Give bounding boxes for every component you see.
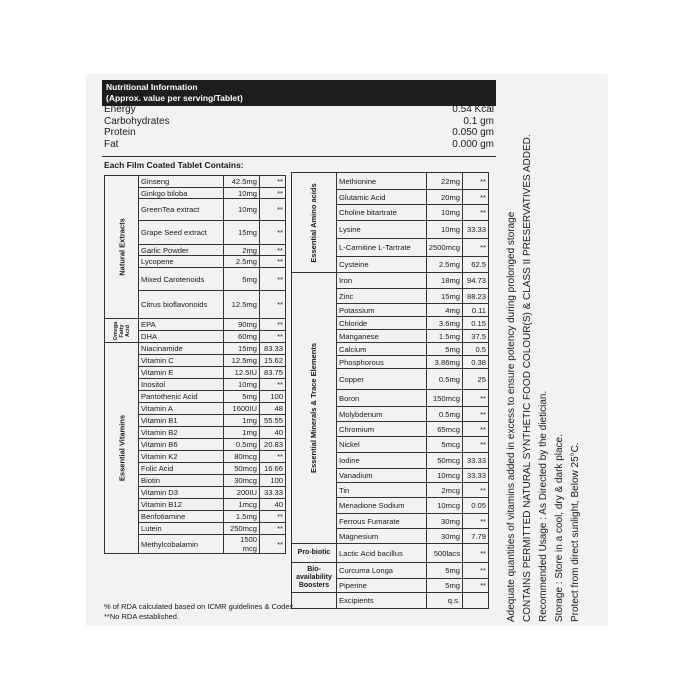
energy-label: Energy	[104, 104, 136, 115]
ingredient-rda: **	[463, 483, 489, 498]
ingredient-quantity: 15mg	[224, 221, 260, 245]
ingredient-quantity: q.s.	[426, 593, 462, 609]
ingredient-quantity: 65mcg	[426, 422, 462, 437]
ingredient-quantity: 10mcg	[426, 498, 462, 514]
ingredient-name: EPA	[139, 319, 224, 331]
ingredient-rda: **	[463, 422, 489, 437]
ingredient-rda: 83.33	[260, 343, 286, 355]
ingredient-name: Vitamin D3	[139, 487, 224, 499]
ingredient-quantity: 30mg	[426, 529, 462, 544]
ingredient-rda: **	[260, 176, 286, 188]
ingredient-quantity: 30mcg	[224, 475, 260, 487]
ingredient-quantity: 0.5mg	[224, 439, 260, 451]
ingredient-quantity: 12.5mg	[224, 291, 260, 319]
ingredient-rda: 7.79	[463, 529, 489, 544]
ingredient-rda: **	[463, 407, 489, 422]
left-ingredients-table	[104, 175, 286, 554]
side-text-line: Recommended Usage : As Directed by the dietician.	[538, 390, 549, 622]
ingredient-quantity: 2mcg	[426, 483, 462, 498]
ingredient-name: Methionine	[337, 173, 427, 190]
ingredient-quantity: 42.5mg	[224, 176, 260, 188]
ingredient-rda: **	[260, 451, 286, 463]
ingredient-name: Phosphorous	[337, 356, 427, 369]
ingredient-rda: 0.15	[463, 317, 489, 330]
group-label: Bio-availability Boosters	[292, 563, 337, 593]
ingredient-row	[292, 273, 489, 289]
ingredient-rda: 0.11	[463, 304, 489, 317]
ingredient-quantity: 3.86mg	[426, 356, 462, 369]
ingredient-quantity: 10mg	[224, 379, 260, 391]
ingredient-quantity: 1mcg	[224, 499, 260, 511]
ingredient-rda: 15.62	[260, 355, 286, 367]
ingredient-quantity: 10mg	[224, 199, 260, 221]
ingredient-quantity: 200IU	[224, 487, 260, 499]
ingredient-quantity: 15mg	[426, 289, 462, 304]
ingredient-rda	[463, 593, 489, 609]
ingredient-name: Zinc	[337, 289, 427, 304]
ingredient-quantity: 500lacs	[426, 544, 462, 563]
ingredient-name: Iron	[337, 273, 427, 289]
ingredient-quantity: 1mg	[224, 427, 260, 439]
ingredient-name: Ginkgo biloba	[139, 188, 224, 199]
ingredient-quantity: 12.5IU	[224, 367, 260, 379]
ingredient-quantity: 10mg	[426, 205, 462, 221]
ingredient-name: Chromium	[337, 422, 427, 437]
ingredient-name: Ginseng	[139, 176, 224, 188]
ingredient-rda: **	[260, 331, 286, 343]
ingredient-quantity: 30mg	[426, 514, 462, 529]
ingredient-row	[105, 343, 286, 355]
header-title: Nutritional Information	[106, 82, 198, 92]
energy-row	[104, 104, 494, 116]
ingredient-rda: **	[463, 239, 489, 257]
energy-value: 0.000 gm	[452, 138, 494, 150]
ingredient-rda: 33.33	[463, 453, 489, 469]
ingredient-quantity: 10mg	[426, 221, 462, 239]
ingredient-name: Lysine	[337, 221, 427, 239]
side-text-line: Storage : Store in a cool, dry & dark place.	[554, 434, 565, 622]
ingredient-quantity: 5mg	[224, 391, 260, 403]
ingredient-rda: **	[260, 256, 286, 268]
footnotes	[104, 602, 295, 622]
ingredient-rda: 62.5	[463, 257, 489, 273]
ingredient-row	[292, 544, 489, 563]
footnote-rda: % of RDA calculated based on ICMR guidelines & Codex.	[104, 602, 296, 611]
ingredient-name: Folic Acid	[139, 463, 224, 475]
ingredient-quantity: 22mg	[426, 173, 462, 190]
ingredient-name: Biotin	[139, 475, 224, 487]
side-text-block	[504, 134, 584, 622]
group-label	[105, 319, 139, 343]
ingredient-rda: **	[260, 245, 286, 256]
ingredient-name: Excipients	[337, 593, 427, 609]
ingredient-rda: 33.33	[463, 469, 489, 483]
divider	[102, 156, 496, 157]
ingredient-rda: **	[463, 173, 489, 190]
ingredient-name: DHA	[139, 331, 224, 343]
ingredient-rda: **	[260, 319, 286, 331]
nutrition-header	[102, 80, 496, 106]
ingredient-rda: 94.73	[463, 273, 489, 289]
side-text-line: Protect from direct sunlight, Below 25°C.	[570, 442, 581, 622]
ingredient-name: Lutein	[139, 523, 224, 535]
ingredient-rda: **	[463, 190, 489, 205]
ingredient-name: Piperine	[337, 579, 427, 593]
ingredient-name: Glutamic Acid	[337, 190, 427, 205]
group-label	[292, 593, 337, 609]
ingredient-rda: 100	[260, 475, 286, 487]
ingredient-rda: 0.5	[463, 343, 489, 356]
ingredient-rda: **	[260, 535, 286, 554]
ingredient-quantity: 0.5mg	[426, 369, 462, 390]
ingredient-rda: 0.05	[463, 498, 489, 514]
ingredient-name: Vitamin B6	[139, 439, 224, 451]
side-text-line: CONTAINS PERMITTED NATURAL SYNTHETIC FOOD COLOUR(S) & CLASS II PRESERVATIVES ADDED.	[522, 134, 533, 622]
ingredient-quantity: 10mg	[224, 188, 260, 199]
ingredient-quantity: 20mg	[426, 190, 462, 205]
group-label-text: Natural Extracts	[117, 218, 126, 276]
group-label	[105, 343, 139, 554]
group-label: Pro-biotic	[292, 544, 337, 563]
ingredient-rda: 48	[260, 403, 286, 415]
ingredient-name: Vitamin K2	[139, 451, 224, 463]
ingredient-rda: **	[463, 579, 489, 593]
ingredient-quantity: 80mcg	[224, 451, 260, 463]
ingredient-quantity: 250mcg	[224, 523, 260, 535]
ingredient-rda: **	[260, 199, 286, 221]
ingredient-quantity: 15mg	[224, 343, 260, 355]
ingredient-quantity: 1mg	[224, 415, 260, 427]
ingredient-quantity: 50mcg	[426, 453, 462, 469]
ingredient-quantity: 18mg	[426, 273, 462, 289]
ingredient-name: Magnesium	[337, 529, 427, 544]
ingredient-quantity: 12.5mg	[224, 355, 260, 367]
ingredient-rda: **	[463, 514, 489, 529]
ingredient-rda: **	[260, 379, 286, 391]
ingredient-rda: 88.23	[463, 289, 489, 304]
ingredient-name: Lactic Acid bacillus	[337, 544, 427, 563]
ingredient-name: Menadione Sodium	[337, 498, 427, 514]
energy-block	[104, 104, 494, 150]
ingredient-quantity: 1.5mg	[224, 511, 260, 523]
group-label-text: Essential Vitamins	[117, 414, 126, 482]
energy-label: Protein	[104, 127, 136, 138]
ingredient-name: Nickel	[337, 437, 427, 453]
ingredient-rda: 33.33	[260, 487, 286, 499]
label-panel	[86, 74, 608, 626]
ingredient-quantity: 0.5mg	[426, 407, 462, 422]
ingredient-quantity: 1600IU	[224, 403, 260, 415]
ingredient-name: Niacinamide	[139, 343, 224, 355]
each-tablet-heading: Each Film Coated Tablet Contains:	[104, 160, 244, 170]
group-label-text: Essential Amino acids	[309, 182, 318, 263]
ingredient-name: Benfotiamine	[139, 511, 224, 523]
ingredient-name: Calcium	[337, 343, 427, 356]
ingredient-name: Manganese	[337, 330, 427, 343]
ingredient-quantity: 5mg	[426, 579, 462, 593]
ingredient-rda: **	[463, 205, 489, 221]
ingredient-name: Vitamin B12	[139, 499, 224, 511]
ingredient-name: Vitamin B2	[139, 427, 224, 439]
group-label	[105, 176, 139, 319]
ingredient-name: Choline bitartrate	[337, 205, 427, 221]
ingredient-row	[105, 176, 286, 188]
ingredient-quantity: 5mg	[426, 343, 462, 356]
ingredient-quantity: 3.6mg	[426, 317, 462, 330]
ingredient-quantity: 4mg	[426, 304, 462, 317]
ingredient-name: Methylcobalamin	[139, 535, 224, 554]
ingredient-quantity: 90mg	[224, 319, 260, 331]
ingredient-row	[105, 319, 286, 331]
ingredient-quantity: 2mg	[224, 245, 260, 256]
ingredient-name: Mixed Carotenoids	[139, 268, 224, 291]
ingredient-rda: 33.33	[463, 221, 489, 239]
ingredient-rda: **	[260, 291, 286, 319]
ingredient-name: Iodine	[337, 453, 427, 469]
ingredient-rda: **	[260, 268, 286, 291]
ingredient-quantity: 1500 mcg	[224, 535, 260, 554]
ingredient-rda: **	[260, 188, 286, 199]
group-label	[292, 173, 337, 273]
ingredient-rda: 16.66	[260, 463, 286, 475]
header-subtitle: (Approx. value per serving/Tablet)	[106, 93, 243, 103]
ingredient-rda: 40	[260, 499, 286, 511]
ingredient-quantity: 1.5mg	[426, 330, 462, 343]
ingredient-name: Vitamin E	[139, 367, 224, 379]
energy-label: Carbohydrates	[104, 115, 170, 127]
ingredient-name: Vitamin C	[139, 355, 224, 367]
ingredient-row	[292, 563, 489, 579]
ingredient-rda: 20.83	[260, 439, 286, 451]
ingredient-name: Vanadium	[337, 469, 427, 483]
ingredient-quantity: 2.5mg	[426, 257, 462, 273]
ingredient-name: Garlic Powder	[139, 245, 224, 256]
ingredient-quantity: 2.5mg	[224, 256, 260, 268]
ingredient-name: Citrus bioflavonoids	[139, 291, 224, 319]
energy-row	[104, 127, 494, 139]
ingredient-rda: **	[260, 523, 286, 535]
ingredient-rda: 83.75	[260, 367, 286, 379]
ingredient-name: Cysteine	[337, 257, 427, 273]
group-label-text: Omega Fatty Acid	[112, 321, 131, 340]
ingredient-rda: 40	[260, 427, 286, 439]
ingredient-quantity: 2500mcg	[426, 239, 462, 257]
ingredient-quantity: 10mcg	[426, 469, 462, 483]
ingredient-rda: **	[463, 563, 489, 579]
ingredient-name: Curcuma Longa	[337, 563, 427, 579]
ingredient-quantity: 150mcg	[426, 390, 462, 407]
energy-label: Fat	[104, 138, 119, 150]
ingredient-name: Boron	[337, 390, 427, 407]
ingredient-name: L-Carnitine L-Tartrate	[337, 239, 427, 257]
ingredient-rda: 100	[260, 391, 286, 403]
energy-row	[104, 116, 494, 128]
ingredient-name: Grape Seed extract	[139, 221, 224, 245]
ingredient-rda: **	[463, 544, 489, 563]
footnote-no-rda: **No RDA established.	[104, 612, 180, 621]
ingredient-name: Vitamin B1	[139, 415, 224, 427]
group-label	[292, 273, 337, 544]
ingredient-quantity: 5mcg	[426, 437, 462, 453]
side-text-line: Adequate quantities of vitamins added in excess to ensure potency during prolonged storage	[506, 211, 517, 622]
ingredient-quantity: 5mg	[426, 563, 462, 579]
ingredient-rda: 55.55	[260, 415, 286, 427]
ingredient-name: Molybdenum	[337, 407, 427, 422]
ingredient-quantity: 5mg	[224, 268, 260, 291]
ingredient-name: Lycopene	[139, 256, 224, 268]
ingredient-rda: **	[463, 437, 489, 453]
energy-value: 0.1 gm	[463, 115, 494, 127]
energy-row	[104, 139, 494, 151]
ingredient-name: Copper	[337, 369, 427, 390]
right-ingredients-table	[291, 172, 489, 609]
ingredient-rda: **	[260, 511, 286, 523]
ingredient-name: Pantothenic Acid	[139, 391, 224, 403]
ingredient-rda: **	[260, 221, 286, 245]
ingredient-quantity: 50mcg	[224, 463, 260, 475]
ingredient-name: Inositol	[139, 379, 224, 391]
ingredient-rda: **	[463, 390, 489, 407]
ingredient-name: GreenTea extract	[139, 199, 224, 221]
ingredient-rda: 37.5	[463, 330, 489, 343]
energy-value: 0.54 Kcal	[452, 104, 494, 115]
ingredient-name: Potassium	[337, 304, 427, 317]
ingredient-name: Vitamin A	[139, 403, 224, 415]
ingredient-row	[292, 593, 489, 609]
ingredient-row	[292, 173, 489, 190]
ingredient-rda: 0.38	[463, 356, 489, 369]
ingredient-name: Tin	[337, 483, 427, 498]
ingredient-rda: 25	[463, 369, 489, 390]
ingredient-name: Chloride	[337, 317, 427, 330]
energy-value: 0.050 gm	[452, 127, 494, 138]
ingredient-name: Ferrous Fumarate	[337, 514, 427, 529]
ingredient-quantity: 60mg	[224, 331, 260, 343]
group-label-text: Essential Minerals & Trace Elements	[309, 342, 318, 474]
